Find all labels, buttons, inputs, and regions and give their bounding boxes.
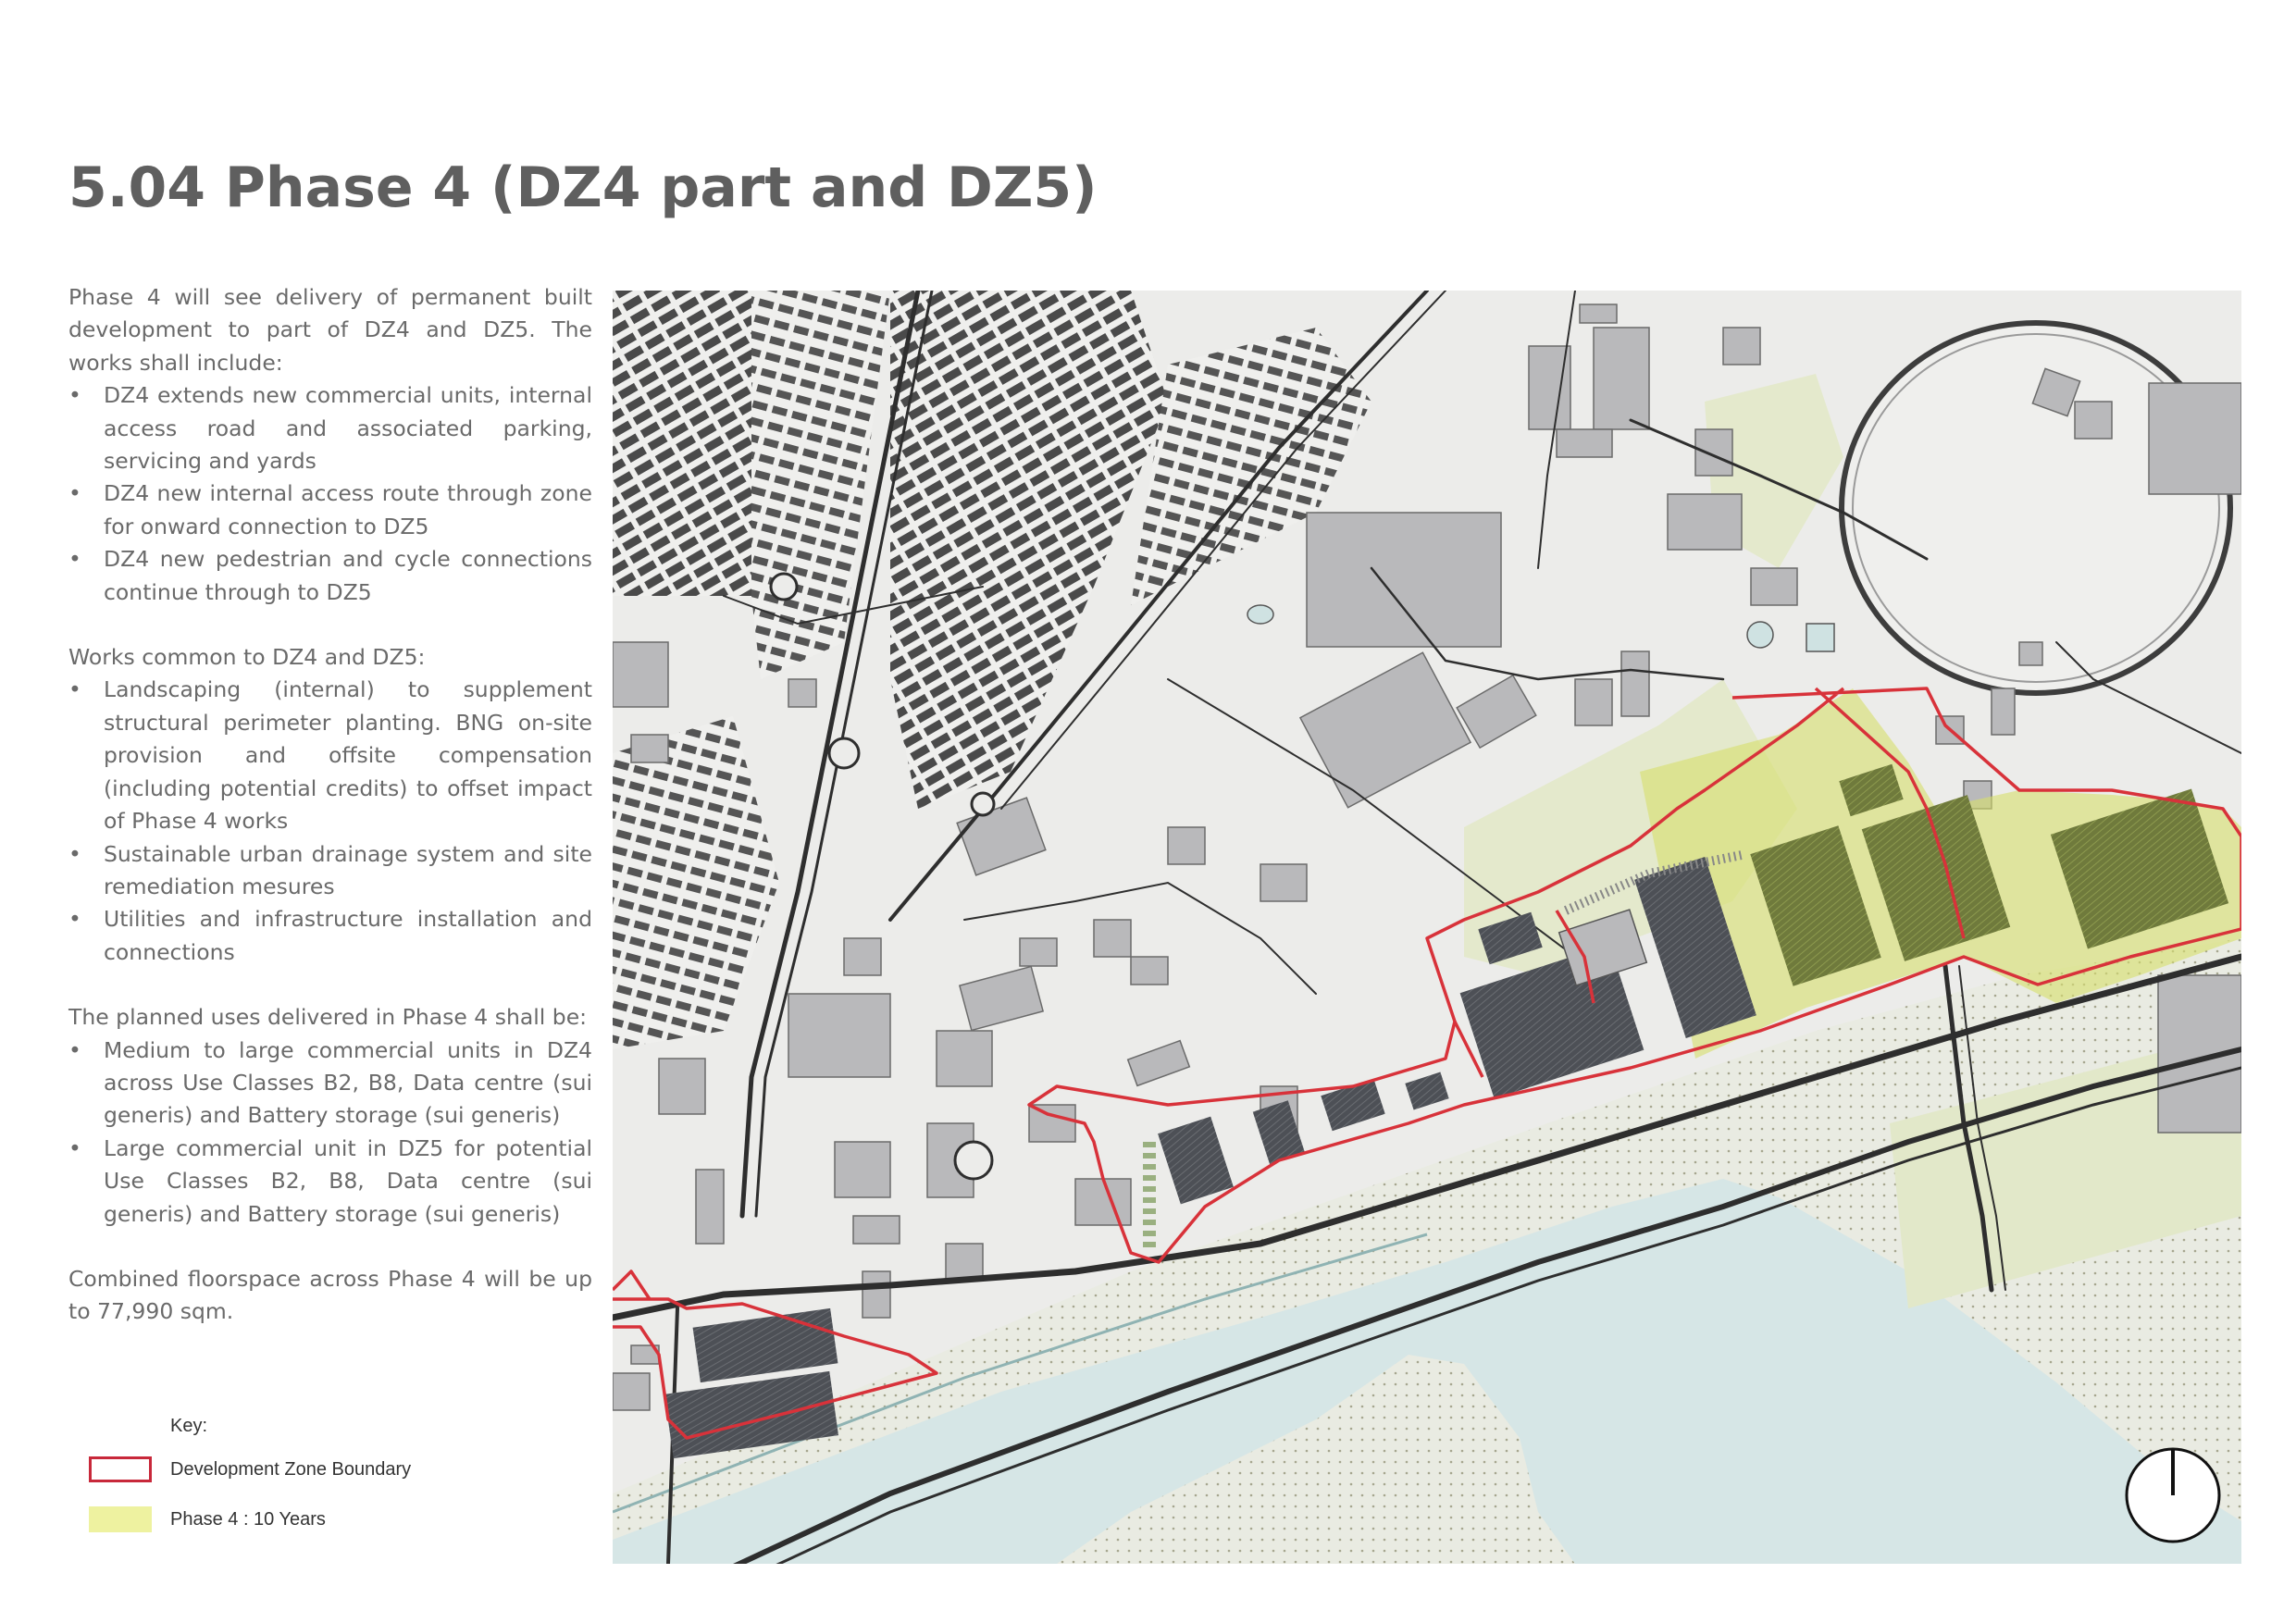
- floorspace-statement: Combined floorspace across Phase 4 will be up to 77,990 sqm.: [68, 1265, 592, 1325]
- intro-paragraph: Phase 4 will see delivery of permanent built development to part of DZ4 and DZ5. The works shall include:: [68, 284, 592, 376]
- common-works-item: • Sustainable urban drainage system and site remediation mesures: [68, 838, 592, 904]
- boundary-swatch: [89, 1456, 152, 1482]
- common-works-list: [68, 674, 592, 969]
- key-label: Development Zone Boundary: [170, 1459, 412, 1480]
- uses-item: • Large commercial unit in DZ5 for potential Use Classes B2, B8, Data centre (sui generis) and Battery storage (sui generis): [68, 1133, 592, 1231]
- circular-track: [1842, 323, 2230, 693]
- common-works-item: • Utilities and infrastructure installation and connections: [68, 903, 592, 969]
- page-title: 5.04 Phase 4 (DZ4 part and DZ5): [68, 155, 1098, 220]
- key-title: Key:: [170, 1416, 208, 1436]
- key-label: Phase 4 : 10 Years: [170, 1509, 326, 1530]
- works-list: [68, 379, 592, 609]
- works-item: • DZ4 new internal access route through zone for onward connection to DZ5: [68, 477, 592, 543]
- common-works-item: • Landscaping (internal) to supplement structural perimeter planting. BNG on-site provision and offsite compensation (including potential credits) to offset impact of Phase 4 works: [68, 674, 592, 837]
- phase-swatch: [89, 1506, 152, 1532]
- works-item: • DZ4 new pedestrian and cycle connections continue through to DZ5: [68, 543, 592, 609]
- uses-heading: The planned uses delivered in Phase 4 shall be:: [68, 1004, 588, 1031]
- works-item: • DZ4 extends new commercial units, internal access road and associated parking, servicing and yards: [68, 379, 592, 477]
- uses-list: [68, 1035, 592, 1231]
- common-heading: Works common to DZ4 and DZ5:: [68, 644, 426, 671]
- residential-area: [613, 291, 751, 596]
- north-arrow-icon: [2127, 1449, 2219, 1542]
- site-plan-map: [613, 291, 2241, 1564]
- phase-description: [68, 281, 592, 1329]
- uses-item: • Medium to large commercial units in DZ4 across Use Classes B2, B8, Data centre (sui generis) and Battery storage (sui generis): [68, 1035, 592, 1133]
